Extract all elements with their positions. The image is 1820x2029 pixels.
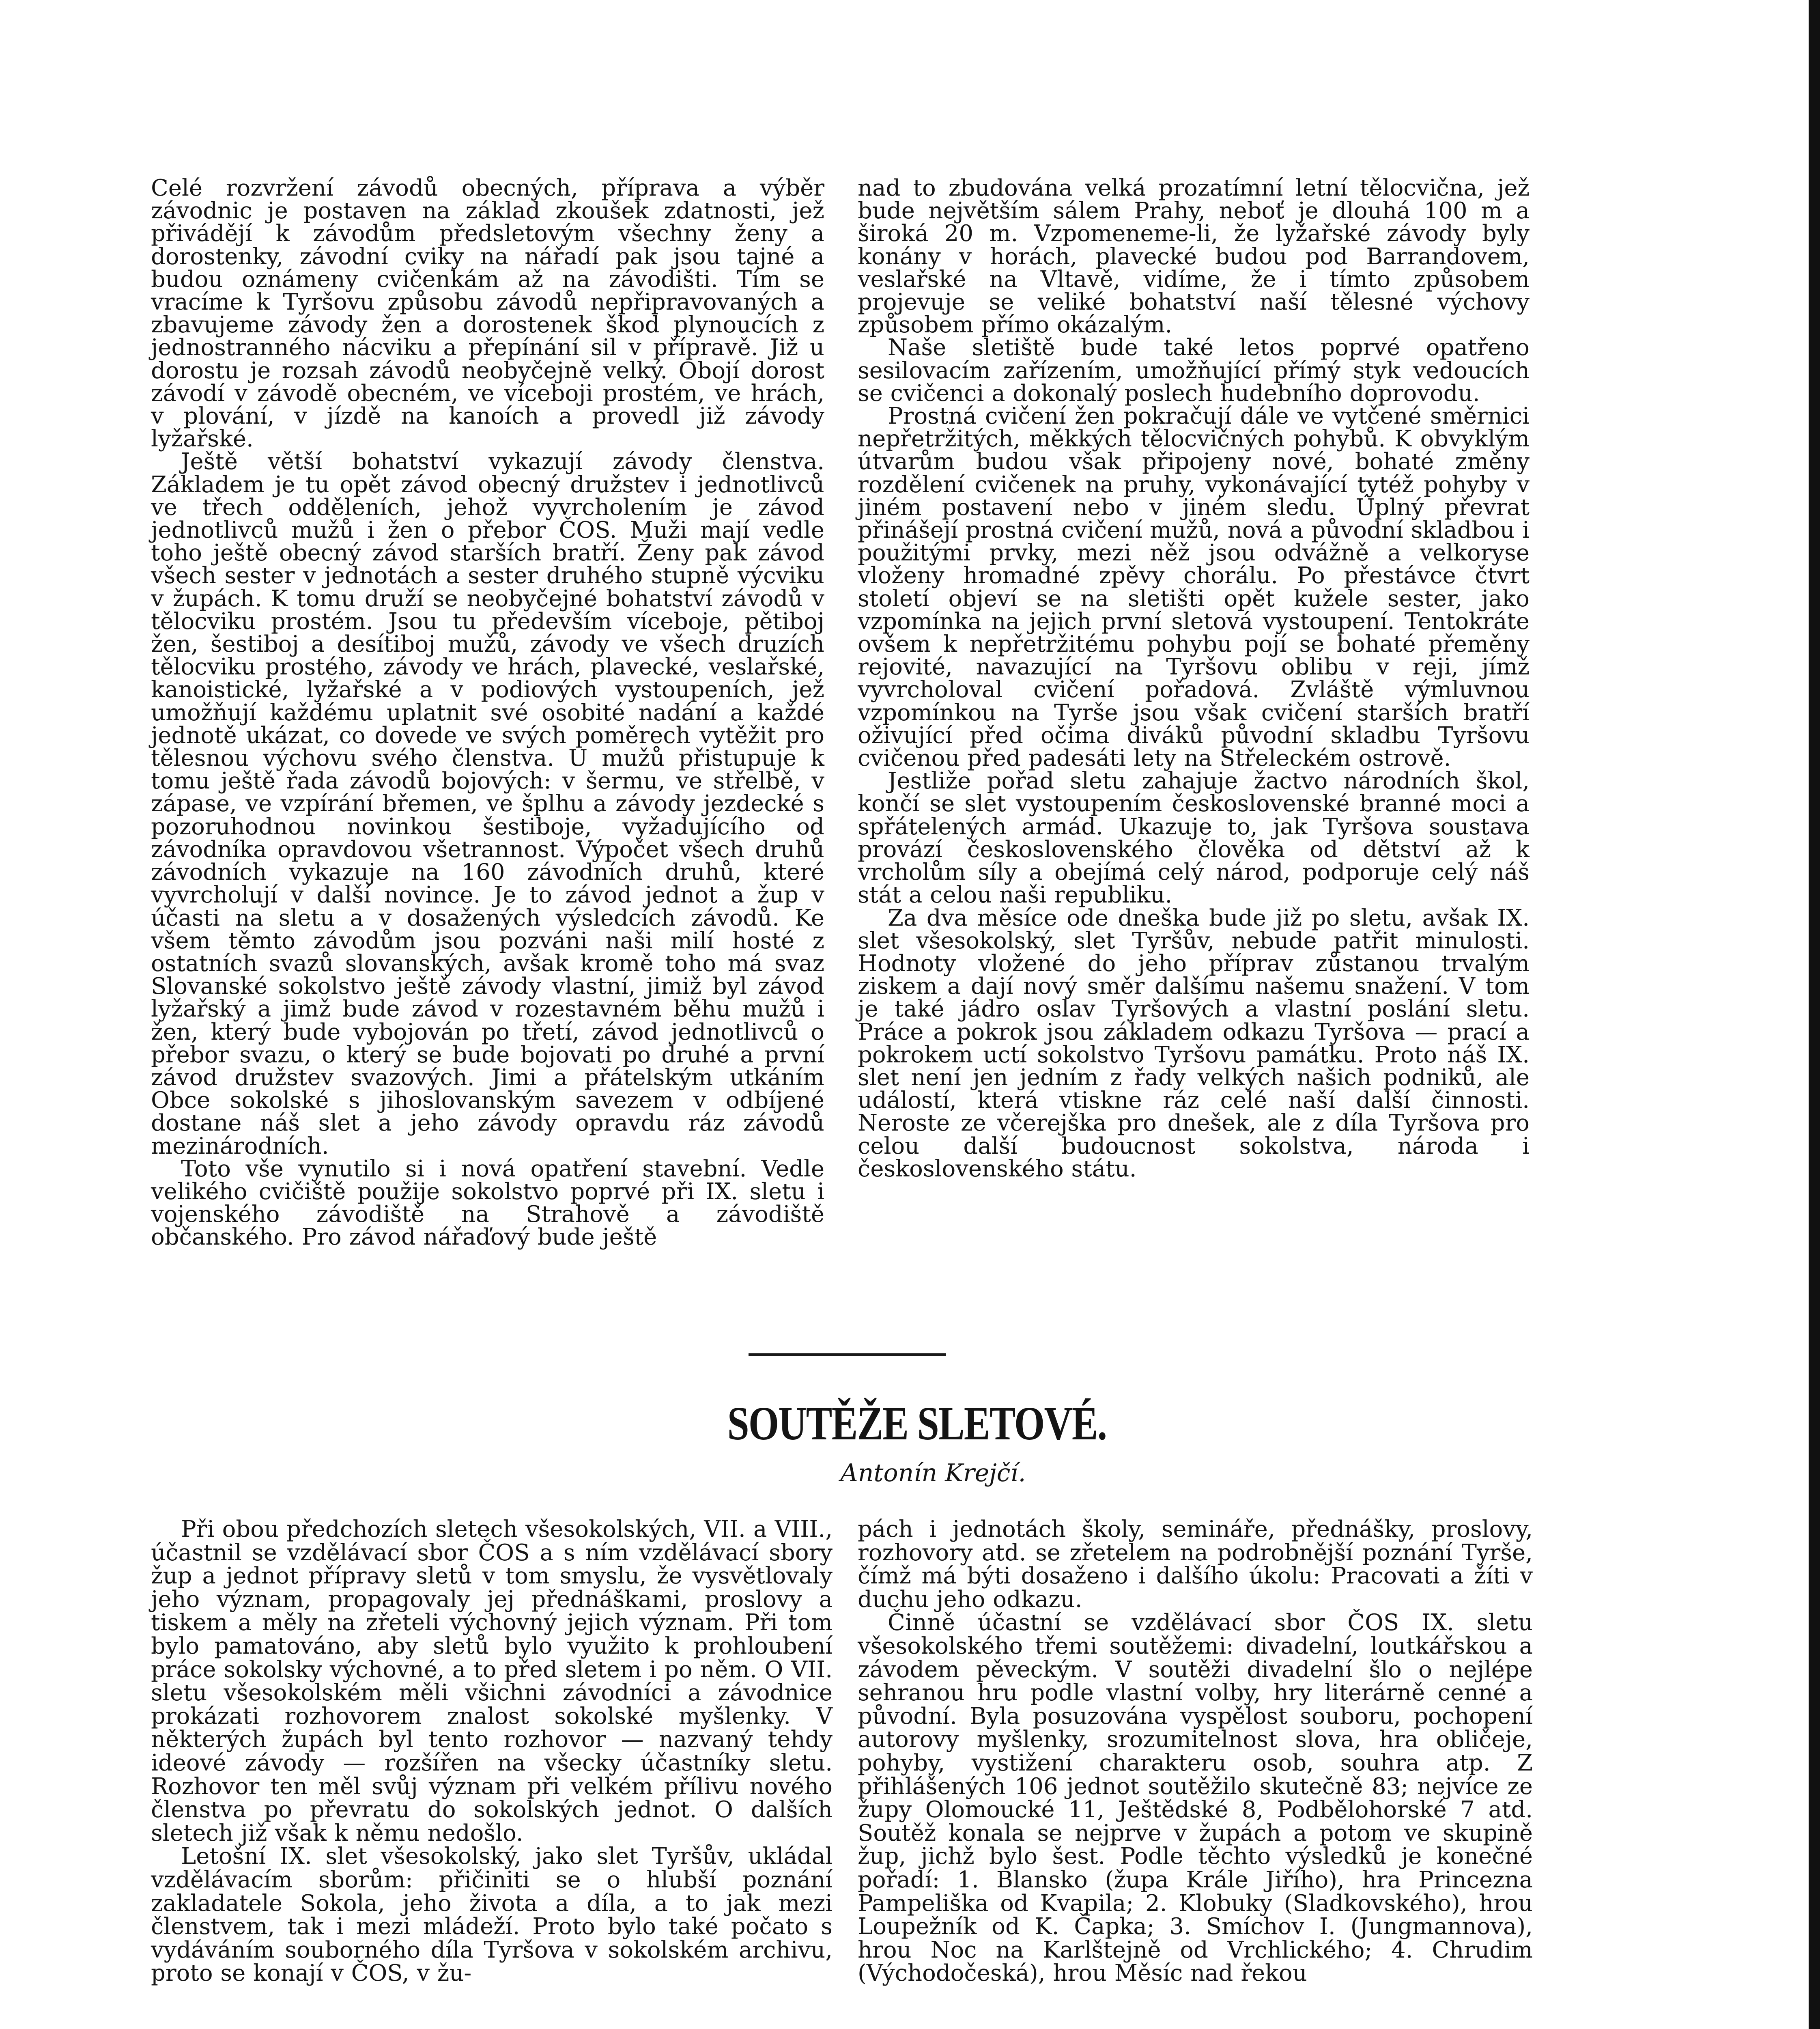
paragraph: Letošní IX. slet všesokolský, jako slet Tyršův, ukládal vzdělávacím sborům: přičiniti se o hlubší poznání zakladatele Sokola, jeho života a díla, a to jak mezi členstvem, tak i mezi mládeží. Proto bylo také počato s vydáváním souborného díla Tyršova v sokolském archivu, proto se konají v ČOS, v žu- [151,1843,833,1987]
paragraph: Činně účastní se vzdělávací sbor ČOS IX. sletu všesokolského třemi soutěžemi: divadelní, loutkářskou a závodem pěveckým. V soutěži divadelní šlo o nejlépe sehranou hru podle vlastní volby, hry literárně cenné a původní. Byla posuzována vyspělost souboru, pochopení autorovy myšlenky, srozumitelnost slova, hra obličeje, pohyby, vystižení charakteru osob, souhra atp. Z přihlášených 106 jednot soutěžilo skutečně 83; nejvíce ze župy Olomoucké 11, Ještědské 8, Podbělohorské 7 atd. Soutěž konala se nejprve v župách a potom ve skupině žup, jichž bylo šest. Podle těchto výsledků je konečné pořadí: 1. Blansko (župa Krále Jiřího), hra Princezna Pampeliška od Kvapila; 2. Klobuky (Sladkovského), hrou Loupežník od K. Čapka; 3. Smíchov I. (Jungmannova), hrou Noc na Karlštejně od Vrchlického; 4. Chrudim (Východočeská), hrou Měsíc nad řekou [858,1609,1533,1987]
article-1-right-column [858,177,1530,1180]
scan-edge [1809,0,1820,2029]
article-2-left-column [151,1518,833,1985]
paragraph: Naše sletiště bude také letos poprvé opatřeno sesilovacím zařízením, umožňující přímý styk vedoucích se cvičenci a dokonalý poslech hudebního doprovodu. [858,334,1530,407]
paragraph: Toto vše vynutilo si i nová opatření stavební. Vedle velikého cvičiště použije sokolstvo poprvé při IX. sletu i vojenského závodiště na Strahově a závodiště občanského. Pro závod nářaďový bude ještě [151,1155,824,1251]
paragraph: pách i jednotách školy, semináře, přednášky, proslovy, rozhovory atd. se zřetelem na podrobnější poznání Tyrše, čímž má býti dosaženo i dalšího úkolu: Pracovati a žíti v duchu jeho odkazu. [858,1516,1533,1613]
paragraph: Jestliže pořad sletu zahajuje žactvo národních škol, končí se slet vystoupením československé branné moci a spřátelených armád. Ukazuje to, jak Tyršova soustava provází československého člověka od dětství až k vrcholům síly a obejímá celý národ, podporuje celý náš stát a celou naši republiku. [858,768,1530,909]
paragraph: Při obou předchozích sletech všesokolských, VII. a VIII., účastnil se vzdělávací sbor ČOS a s ním vzdělávací sbory žup a jednot přípravy sletů v tom smyslu, že vysvětlovaly jeho význam, propagovaly jej přednáškami, proslovy a tiskem a měly na zřeteli výchovný jejich význam. Při tom bylo pamatováno, aby sletů bylo využito k prohloubení práce sokolsky výchovné, a to před sletem i po něm. O VII. sletu všesokolském měli všichni závodníci a závodnice prokázati rozhovorem znalost sokolské myšlenky. V některých župách byl tento rozhovor — nazvaný tehdy ideové závody — rozšířen na všecky účastníky sletu. Rozhovor ten měl svůj význam při velkém přílivu nového členstva po převratu do sokolských jednot. O dalších sletech již však k němu nedošlo. [151,1516,833,1846]
article-author: Antonín Krejčí. [840,1459,1026,1487]
paragraph: Celé rozvržení závodů obecných, příprava a výběr závodnic je postaven na základ zkoušek zdatnosti, jež přivádějí k závodům předsletovým všechny ženy a dorostenky, závodní cviky na nářadí pak jsou tajné a budou oznámeny cvičenkám až na závodišti. Tím se vracíme k Tyršovu způsobu závodů nepřipravovaných a zbavujeme závody žen a dorostenek škod plynoucích z jednostranného nácviku a přepínání sil v přípravě. Již u dorostu je rozsah závodů neobyčejně velký. Obojí dorost závodí v závodě obecném, ve víceboji prostém, ve hrách, v plování, v jízdě na kanoích a provedl již závody lyžařské. [151,175,824,452]
paragraph: nad to zbudována velká prozatímní letní tělocvična, jež bude největším sálem Prahy, neboť je dlouhá 100 m a široká 20 m. Vzpomeneme-li, že lyžařské závody byly konány v horách, plavecké budou pod Barrandovem, veslařské na Vltavě, vidíme, že i tímto způsobem projevuje se veliké bohatství naší tělesné výchovy způsobem přímo okázalým. [858,175,1530,338]
paragraph: Prostná cvičení žen pokračují dále ve vytčené směrnici nepřetržitých, měkkých tělocvičných pohybů. K obvyklým útvarům budou však připojeny nové, bohaté změny rozdělení cvičenek na pruhy, vykonávající tytéž pohyby v jiném postavení nebo v jiném sledu. Úplný převrat přinášejí prostná cvičení mužů, nová a původní skladbou i použitými prvky, mezi něž jsou odvážně a velkoryse vloženy hromadné zpěvy chorálu. Po přestávce čtvrt století objeví se na sletišti opět kužele sester, jako vzpomínka na jejich první sletová vystoupení. Tentokráte ovšem k nepřetržitému pohybu pojí se bohaté přeměny rejovité, navazující na Tyršovu oblibu v reji, jímž vyvrcholoval cvičení pořadová. Zvláště výmluvnou vzpomínkou na Tyrše jsou však cvičení starších bratří oživující před očima diváků původní skladbu Tyršovu cvičenou před padesáti lety na Střeleckém ostrově. [858,403,1530,772]
article-1-left-column [151,177,824,1249]
article-title: SOUTĚŽE SLETOVÉ. [727,1397,1107,1450]
paragraph: Za dva měsíce ode dneška bude již po sletu, avšak IX. slet všesokolský, slet Tyršův, nebude patřit minulosti. Hodnoty vložené do jeho příprav zůstanou trvalým ziskem a dají nový směr dalšímu našemu snažení. V tom je také jádro oslav Tyršových a vlastní poslání sletu. Práce a pokrok jsou základem odkazu Tyršova — prací a pokrokem uctí sokolstvo Tyršovu památku. Proto náš IX. slet není jen jedním z řady velkých našich podniků, ale událostí, která vtiskne ráz celé naší další činnosti. Neroste ze včerejška pro dnešek, ale z díla Tyršova pro celou další budoucnost sokolstva, národa i československého státu. [858,905,1530,1182]
paragraph: Ještě větší bohatství vykazují závody členstva. Základem je tu opět závod obecný družstev i jednotlivců ve třech odděleních, jehož vyvrcholením je závod jednotlivců mužů i žen o přebor ČOS. Muži mají vedle toho ještě obecný závod starších bratří. Ženy pak závod všech sester v jednotách a sester druhého stupně výcviku v župách. K tomu druží se neobyčejné bohatství závodů v tělocviku prostém. Jsou tu především víceboje, pětiboj žen, šestiboj a desítiboj mužů, závody ve všech druzích tělocviku prostého, závody ve hrách, plavecké, veslařské, kanoistické, lyžařské a v podiových vystoupeních, jež umožňují každému uplatnit své osobité nadání a každé jednotě ukázat, co dovede ve svých poměrech vytěžit pro tělesnou výchovu svého členstva. U mužů přistupuje k tomu ještě řada závodů bojových: v šermu, ve střelbě, v zápase, ve vzpírání břemen, ve šplhu a závody jezdecké s pozoruhodnou novinkou šestiboje, vyžadujícího od závodníka opravdovou všetrannost. Výpočet všech druhů závodních vykazuje na 160 závodních druhů, které vyvrcholují v další novince. Je to závod jednot a žup v účasti na sletu a v dosažených výsledcích závodů. Ke všem těmto závodům jsou pozváni naši milí hosté z ostatních svazů slovanských, avšak kromě toho má svaz Slovanské sokolstvo ještě závody vlastní, jimiž byl závod lyžařský a jimž bude závod v rozestavném běhu mužů i žen, který bude vybojován po třetí, závod jednotlivců o přebor svazu, o který se bude bojovati po druhé a první závod družstev svazových. Jimi a přátelským utkáním Obce sokolské s jihoslovanským savezem v odbíjené dostane náš slet a jeho závody opravdu ráz závodů mezinárodních. [151,448,824,1159]
section-divider [749,1353,946,1356]
article-2-right-column [858,1518,1533,1985]
